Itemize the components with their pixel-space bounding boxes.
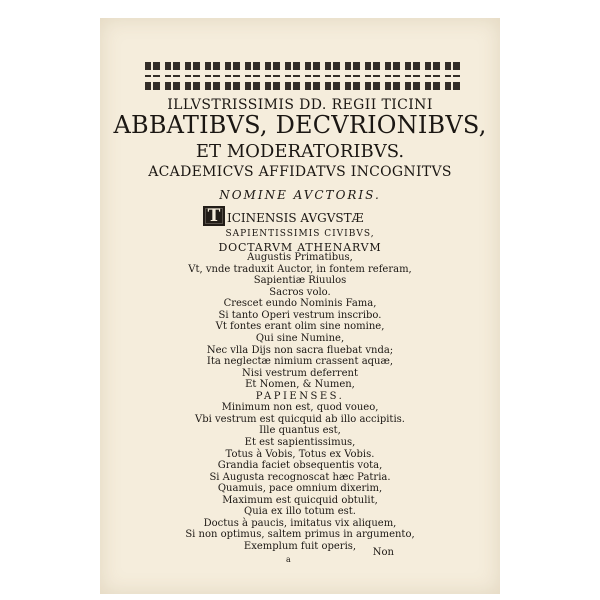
text-line: Doctus à paucis, imitatus vix aliquem, (203, 517, 397, 529)
text-line: Nec vlla Dijs non sacra fluebat vnda; (206, 344, 394, 356)
text-line: Totus à Vobis, Totus ex Vobis. (225, 448, 375, 460)
text-line: Sapientiæ Riuulos (253, 275, 347, 287)
text-line: Nisi vestrum deferrent (242, 367, 358, 379)
text-line: Si non optimus, saltem primus in argumento, (185, 529, 415, 541)
text-line-first: ICINENSIS AVGVSTÆ (227, 211, 364, 225)
text-line: SAPIENTISSIMIS CIVIBVS, (225, 229, 375, 239)
text-line: Vt, vnde traduxit Auctor, in fontem referam, (188, 263, 412, 275)
signature-mark: a (286, 555, 291, 564)
text-line: DOCTARVM ATHENARVM (218, 240, 382, 254)
text-line: Ita neglectæ nimium crassent aquæ, (206, 356, 394, 368)
decorated-initial: T (203, 206, 225, 226)
text-line: Et Nomen, & Numen, (245, 379, 355, 391)
text-line: Si tanto Operi vestrum inscribo. (218, 309, 382, 321)
dedication-heading-line-5: NOMINE AVCTORIS. (219, 188, 381, 202)
text-line: Et est sapientissimus, (244, 437, 356, 448)
text-line: Sacros volo. (269, 286, 331, 298)
text-line: Augustis Primatibus, (247, 252, 353, 264)
text-line: Crescet eundo Nominis Fama, (223, 298, 377, 310)
catchword: Non (372, 547, 394, 558)
text-line: Vt fontes erant olim sine nomine, (215, 321, 385, 333)
text-line: Minimum non est, quod voueo, (221, 402, 379, 414)
dedication-heading-line-2: ABBATIBVS, DECVRIONIBVS, (113, 111, 487, 139)
book-page (100, 18, 500, 594)
text-line: Maximum est quicquid obtulit, (222, 494, 378, 506)
text-line: Qui sine Numine, (255, 333, 345, 344)
text-line: Grandia faciet obsequentis vota, (217, 460, 383, 472)
dedication-heading-line-1: ILLVSTRISSIMIS DD. REGII TICINI (167, 97, 433, 113)
text-line: Exemplum fuit operis, (243, 541, 357, 552)
decorative-ornament-band (145, 62, 465, 90)
text-line: Si Augusta recognoscat hæc Patria. (209, 471, 391, 483)
dedication-heading-line-3: ET MODERATORIBVS. (195, 141, 405, 162)
text-line: Quamuis, pace omnium dixerim, (217, 483, 383, 495)
text-line: Vbi vestrum est quicquid ab illo accipitis. (195, 413, 405, 425)
text-line: PAPIENSES. (255, 390, 345, 402)
text-line: Quia ex illo totum est. (244, 506, 356, 518)
text-line: Ille quantus est, (259, 425, 341, 437)
dedication-heading-line-4: ACADEMICVS AFFIDATVS INCOGNITVS (148, 164, 452, 180)
